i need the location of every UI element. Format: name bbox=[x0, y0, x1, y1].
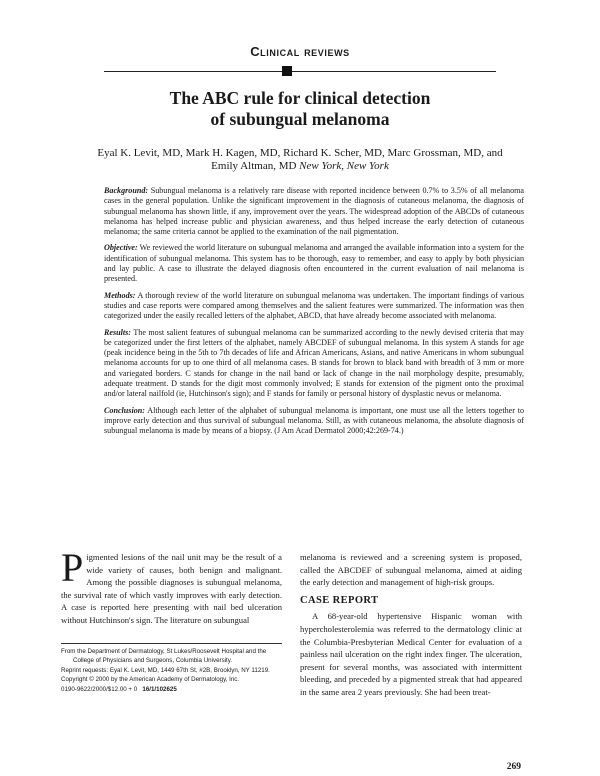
background-text: Subungual melanoma is a relatively rare disease with reported incidence between 0.7% to 3.5% of all melanoma cases in the general population. Unlike the significant improvement in the diagnosis of cutaneous melanoma, the diagnosis of subungual melanoma has shown little, if any, improvement over the years. The widespread adoption of the ABCDs of cutaneous melanoma has helped increase public and physician awareness, and thus helped increase the early detection of cutaneous melanoma; the same criteria cannot be applied to the examination of the nail pigmentation. bbox=[104, 186, 525, 237]
section-heading: Clinical reviews bbox=[250, 44, 350, 59]
header-rule-square bbox=[282, 66, 292, 76]
footnote-affiliation: From the Department of Dermatology, St Lukes/Roosevelt Hospital and the College of Physicians and Surgeons, Columbia University. bbox=[61, 648, 267, 665]
methods-label: Methods: bbox=[104, 290, 136, 300]
footnote-code bbox=[61, 685, 284, 694]
intro-text: igmented lesions of the nail unit may be the result of a wide variety of causes, both benign and malignant. Among the possible diagnoses is subungual melanoma, the survival rate of which vastly improves with early detection. A case is reported here presenting with nail bed ulceration without Hutchinson's sign. The literature on subungual bbox=[61, 552, 282, 625]
background-label: Background: bbox=[104, 186, 149, 195]
case-report-paragraph: A 68-year-old hypertensive Hispanic woman with hypercholesterolemia was referred to the dermatology clinic at the Columbia-Presbyterian Medical Center for evaluation of a painless nail ulceration on the right index finger. The ulceration, present for several months, was associated with intermittent bleeding, and preceded by a pigmented streak that had appeared in the same area 2 years previously. She had been treat- bbox=[300, 611, 522, 697]
title-line-1: The ABC rule for clinical detection bbox=[169, 88, 431, 108]
body-column-right bbox=[300, 551, 522, 699]
authors-last: Emily Altman, MD bbox=[211, 160, 297, 172]
footnote-copyright: Copyright © 2000 by the American Academy of Dermatology, Inc. bbox=[61, 676, 240, 684]
code-prefix: 0190-9622/2000/$12.00 + 0 bbox=[61, 685, 138, 693]
title-line-2: of subungual melanoma bbox=[210, 109, 390, 129]
header-rule bbox=[104, 71, 496, 72]
page-number: 269 bbox=[506, 762, 521, 772]
footnote-rule bbox=[61, 643, 282, 644]
article-title bbox=[0, 88, 600, 130]
abstract-objective bbox=[104, 243, 524, 284]
abstract bbox=[104, 186, 524, 443]
abstract-results bbox=[104, 328, 524, 400]
footnote-reprints: Reprint requests: Eyal K. Levit, MD, 1449 67th St, #2B, Brooklyn, NY 11219. bbox=[61, 666, 270, 674]
authors-line-1: Eyal K. Levit, MD, Mark H. Kagen, MD, Richard K. Scher, MD, Marc Grossman, MD, and bbox=[97, 147, 503, 159]
footnotes bbox=[61, 647, 284, 694]
author-location: New York, New York bbox=[299, 160, 389, 172]
authors-line-2 bbox=[60, 160, 540, 173]
abstract-background bbox=[104, 186, 524, 237]
methods-text: A thorough review of the world literature on subungual melanoma was undertaken. The important findings of various studies and case reports were compared among themselves and the salient features were summarized. The information was then categorized under the easily recalled letters of the alphabet, ABCD, that have already become associated with melanoma. bbox=[104, 290, 525, 321]
author-list bbox=[60, 147, 540, 173]
conclusion-label: Conclusion: bbox=[104, 405, 145, 415]
objective-label: Objective: bbox=[104, 243, 138, 253]
code-number: 16/1/102625 bbox=[142, 685, 177, 693]
results-label: Results: bbox=[104, 327, 131, 337]
conclusion-text: Although each letter of the alphabet of subungual melanoma is important, one must use all the letters together to improve early detection and thus survival of subungual melanoma. Still, as with cutaneous melanoma, the absolute diagnosis of subungual melanoma is made by means of a biopsy. (J Am Acad Dermatol 2000;42:269-74.) bbox=[104, 405, 524, 436]
intro-continued: melanoma is reviewed and a screening system is proposed, called the ABCDEF of subungual melanoma, aimed at aiding the early detection and management of high-risk groups. bbox=[300, 552, 522, 588]
drop-cap: P bbox=[61, 545, 84, 590]
body-column-left bbox=[61, 545, 282, 627]
abstract-conclusion bbox=[104, 406, 524, 437]
case-report-heading: CASE REPORT bbox=[300, 594, 379, 606]
intro-paragraph bbox=[61, 545, 282, 627]
abstract-methods bbox=[104, 291, 524, 322]
objective-text: We reviewed the world literature on subungual melanoma and arranged the available information into a system for the identification of subungual melanoma. This system has to be thorough, easy to remember, and easy to apply by both physician and lay public. A case to illustrate the delayed diagnosis often encountered in the current evaluation of nail melanoma is presented. bbox=[104, 243, 524, 284]
results-text: The most salient features of subungual melanoma can be summarized according to the newly devised criteria that may be categorized under the first letters of the alphabet, namely ABCDEF of subungual melanoma. In this system A stands for age (peak incidence being in the 5th to 7th decades of life and African Americans, Asians, and native Americans in whom subungual melanoma accounts for up to one third of all melanoma cases. B stands for brown to black band with breadth of 3 mm or more and variegated borders. C stands for change in the nail band or lack of change in the nail morphology despite, presumably, adequate treatment. D stands for the digit most commonly involved; E stands for extension of the pigment onto the proximal and/or lateral nailfold (ie, Hutchinson's sign); and F stands for family or personal history of dysplastic nevus or melanoma. bbox=[104, 327, 524, 399]
